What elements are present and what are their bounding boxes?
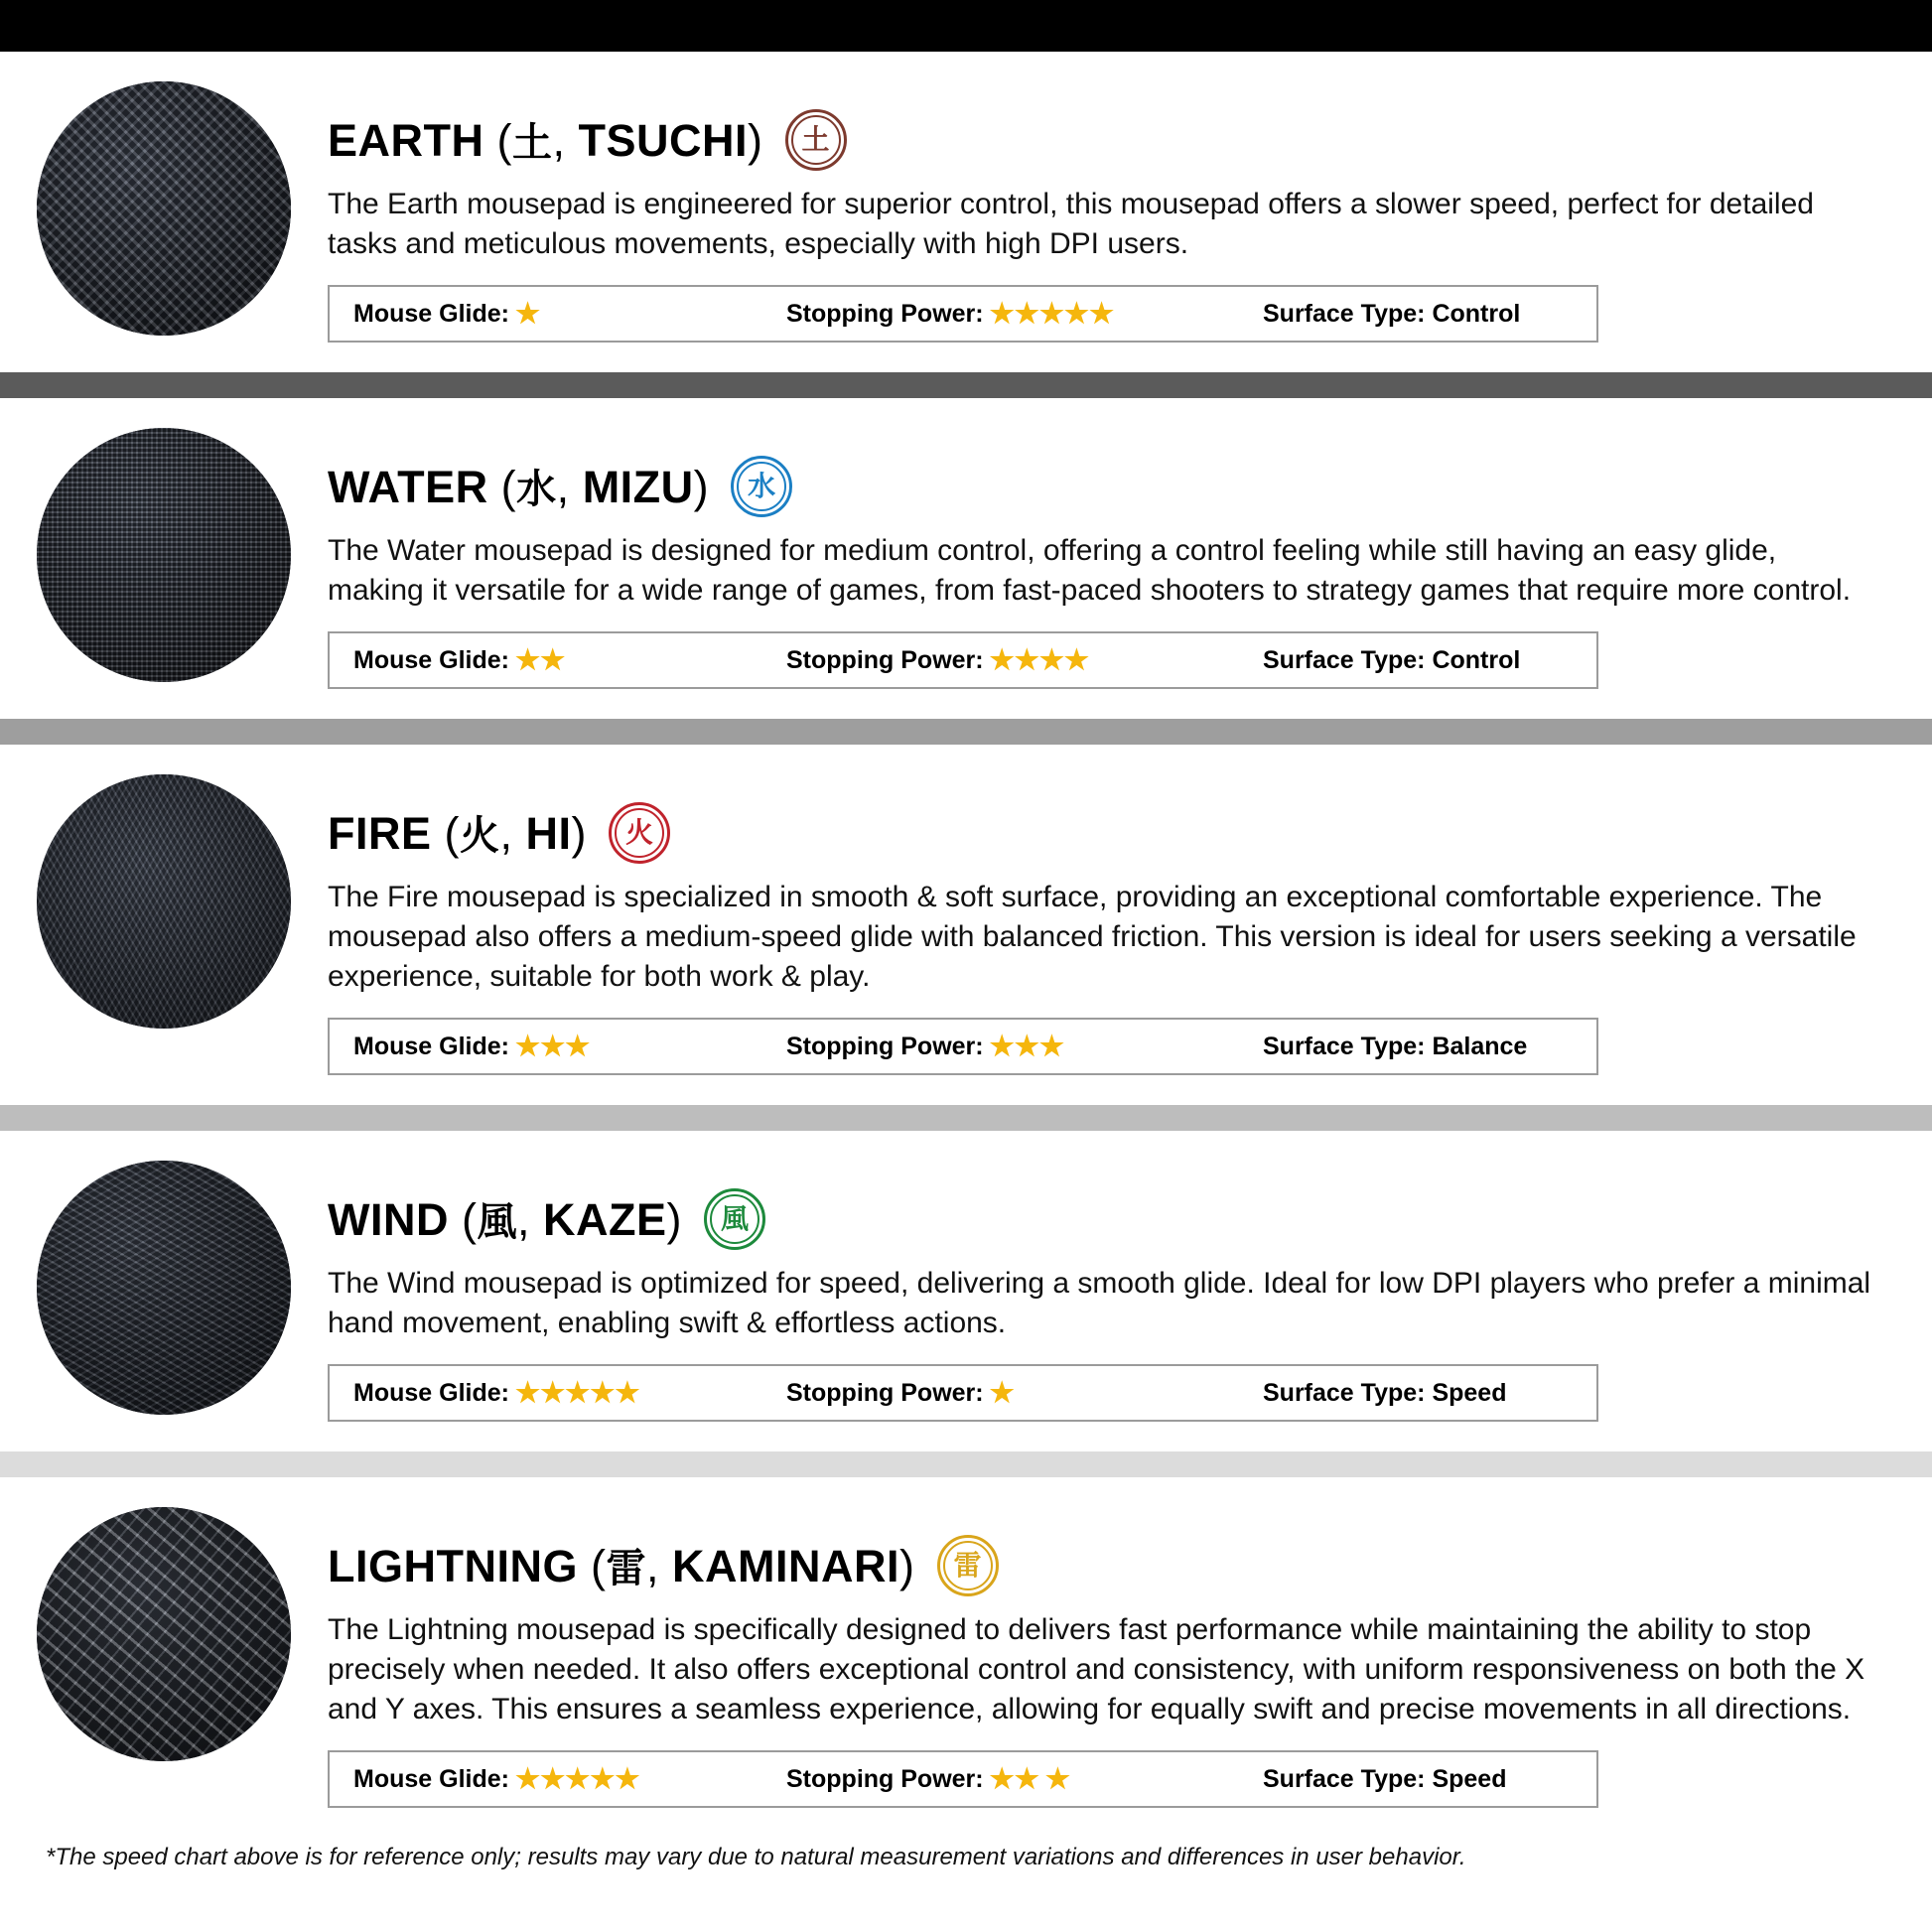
swatch-col-wind: [0, 1131, 328, 1415]
stat-value-surface: Control: [1432, 299, 1521, 328]
stat-mouse-glide: [330, 1765, 786, 1794]
divider-3: [0, 1105, 1932, 1131]
stat-stopping-power: [786, 300, 1263, 329]
description-water: The Water mousepad is designed for medium control, offering a control feeling while still having an easy glide, making it versatile for a wide range of games, from fast-paced shooters to strategy games that require more control.: [328, 534, 1852, 607]
stat-stars-glide: ★★★★★: [514, 1377, 640, 1409]
stat-surface-type: [1263, 1033, 1527, 1061]
stat-stars-stopping-half: ★: [1044, 1763, 1070, 1795]
surface-swatch-wind: [37, 1161, 291, 1415]
lightning-kanji-badge-icon: [937, 1535, 999, 1596]
stat-label-stopping: Stopping Power:: [786, 1032, 984, 1060]
stats-bar-earth: [328, 285, 1598, 343]
stat-stars-stopping: ★★★★: [989, 644, 1090, 676]
texture-pattern-icon: [37, 81, 291, 336]
stats-bar-wind: [328, 1364, 1598, 1422]
description-earth: The Earth mousepad is engineered for superior control, this mousepad offers a slower speed, perfect for detailed tasks and meticulous movements, especially with high DPI users.: [328, 188, 1814, 260]
stat-label-stopping: Stopping Power:: [786, 1378, 984, 1407]
title-name: WATER: [328, 461, 488, 512]
page-title-lightning: LIGHTNING (雷, KAMINARI): [328, 1540, 915, 1591]
texture-pattern-icon: [37, 1507, 291, 1761]
stat-stars-stopping: ★★★: [989, 1031, 1064, 1062]
surface-swatch-lightning: [37, 1507, 291, 1761]
stat-label-stopping: Stopping Power:: [786, 645, 984, 674]
badge-kanji-glyph: 風: [721, 1203, 750, 1235]
wind-kanji-badge-icon: [704, 1188, 765, 1250]
description-lightning: The Lightning mousepad is specifically designed to delivers fast performance while maintaining the ability to stop precisely when needed. It also offers exceptional control and consistency, with uniform responsiveness on both the X and Y axes. This ensures a seamless experience, allowing for equally swift and precise movements in all directions.: [328, 1613, 1865, 1725]
stat-label-glide: Mouse Glide:: [353, 645, 509, 674]
stat-label-surface: Surface Type:: [1263, 1032, 1426, 1060]
fire-kanji-badge-icon: [609, 802, 670, 864]
stat-surface-type: [1263, 300, 1520, 329]
stat-label-glide: Mouse Glide:: [353, 1378, 509, 1407]
title-name: FIRE: [328, 807, 432, 859]
stat-label-surface: Surface Type:: [1263, 645, 1426, 674]
stat-label-glide: Mouse Glide:: [353, 1032, 509, 1060]
description-fire: The Fire mousepad is specialized in smooth & soft surface, providing an exceptional comfortable experience. The mousepad also offers a medium-speed glide with balanced friction. This version is ideal for users seeking a versatile experience, suitable for both work & play.: [328, 881, 1857, 993]
section-lightning: [0, 1477, 1932, 1808]
badge-kanji-glyph: 土: [801, 124, 830, 155]
title-romaji: KAZE: [543, 1193, 667, 1245]
stat-label-surface: Surface Type:: [1263, 299, 1426, 328]
title-kanji: 火: [460, 813, 500, 858]
stat-stopping-power: [786, 646, 1263, 675]
footnote: *The speed chart above is for reference only; results may vary due to natural measurement variations and differences in user behavior.: [46, 1844, 1466, 1871]
description-wind: The Wind mousepad is optimized for speed, delivering a smooth glide. Ideal for low DPI players who prefer a minimal hand movement, enabling swift & effortless actions.: [328, 1267, 1871, 1339]
swatch-col-lightning: [0, 1477, 328, 1761]
stat-surface-type: [1263, 1765, 1506, 1794]
stat-label-glide: Mouse Glide:: [353, 299, 509, 328]
stat-stopping-power: [786, 1379, 1263, 1408]
stat-stopping-power: [786, 1765, 1263, 1794]
swatch-col-water: [0, 398, 328, 682]
stat-mouse-glide: [330, 300, 786, 329]
content-wind: [328, 1131, 1932, 1422]
content-water: [328, 398, 1932, 689]
stat-label-surface: Surface Type:: [1263, 1764, 1426, 1793]
content-fire: [328, 745, 1932, 1075]
page-title-fire: FIRE (火, HI): [328, 807, 588, 859]
page-title-earth: EARTH (土, TSUCHI): [328, 114, 763, 166]
stat-label-stopping: Stopping Power:: [786, 1764, 984, 1793]
stat-mouse-glide: [330, 1379, 786, 1408]
stats-bar-water: [328, 631, 1598, 689]
badge-kanji-glyph: 火: [625, 817, 654, 849]
stat-stars-glide: ★★★: [514, 1031, 591, 1062]
stat-surface-type: [1263, 1379, 1506, 1408]
title-romaji: MIZU: [582, 461, 694, 512]
texture-pattern-icon: [37, 1161, 291, 1415]
top-black-bar: [0, 0, 1932, 52]
swatch-col-fire: [0, 745, 328, 1029]
stat-value-surface: Control: [1432, 645, 1521, 674]
title-row-water: [328, 456, 1878, 517]
stat-stopping-power: [786, 1033, 1263, 1061]
title-row-wind: [328, 1188, 1878, 1250]
title-row-lightning: [328, 1535, 1878, 1596]
texture-pattern-icon: [37, 774, 291, 1029]
section-wind: [0, 1131, 1932, 1422]
title-kanji: 雷: [606, 1546, 646, 1590]
title-romaji: TSUCHI: [578, 114, 749, 166]
section-earth: [0, 52, 1932, 343]
page-title-wind: WIND (風, KAZE): [328, 1193, 683, 1245]
surface-swatch-earth: [37, 81, 291, 336]
content-earth: [328, 52, 1932, 343]
water-kanji-badge-icon: [731, 456, 792, 517]
surface-swatch-fire: [37, 774, 291, 1029]
stats-bar-fire: [328, 1018, 1598, 1075]
stat-label-stopping: Stopping Power:: [786, 299, 984, 328]
section-fire: [0, 745, 1932, 1075]
stat-stars-stopping: ★★: [989, 1763, 1039, 1795]
stat-mouse-glide: [330, 646, 786, 675]
stat-value-surface: Speed: [1432, 1764, 1507, 1793]
divider-4: [0, 1451, 1932, 1477]
section-water: [0, 398, 1932, 689]
stat-label-surface: Surface Type:: [1263, 1378, 1426, 1407]
surface-swatch-water: [37, 428, 291, 682]
divider-2: [0, 719, 1932, 745]
title-kanji: 風: [477, 1199, 517, 1244]
stat-label-glide: Mouse Glide:: [353, 1764, 509, 1793]
page-title-water: WATER (水, MIZU): [328, 461, 710, 512]
stat-value-surface: Speed: [1432, 1378, 1507, 1407]
title-row-fire: [328, 802, 1878, 864]
stat-stars-glide: ★: [514, 298, 541, 330]
badge-kanji-glyph: 水: [748, 471, 776, 502]
texture-pattern-icon: [37, 428, 291, 682]
title-romaji: HI: [525, 807, 572, 859]
title-name: EARTH: [328, 114, 484, 166]
stat-surface-type: [1263, 646, 1520, 675]
earth-kanji-badge-icon: [785, 109, 847, 171]
stats-bar-lightning: [328, 1750, 1598, 1808]
stat-mouse-glide: [330, 1033, 786, 1061]
content-lightning: [328, 1477, 1932, 1808]
swatch-col-earth: [0, 52, 328, 336]
title-kanji: 水: [516, 467, 557, 511]
stat-value-surface: Balance: [1432, 1032, 1528, 1060]
stat-stars-glide: ★★: [514, 644, 566, 676]
title-romaji: KAMINARI: [672, 1540, 899, 1591]
stat-stars-glide: ★★★★★: [514, 1763, 640, 1795]
badge-kanji-glyph: 雷: [953, 1550, 982, 1582]
title-kanji: 土: [512, 120, 553, 165]
stat-stars-stopping: ★: [989, 1377, 1015, 1409]
stat-stars-stopping: ★★★★★: [989, 298, 1115, 330]
title-name: LIGHTNING: [328, 1540, 578, 1591]
divider-1: [0, 372, 1932, 398]
title-name: WIND: [328, 1193, 449, 1245]
title-row-earth: [328, 109, 1878, 171]
